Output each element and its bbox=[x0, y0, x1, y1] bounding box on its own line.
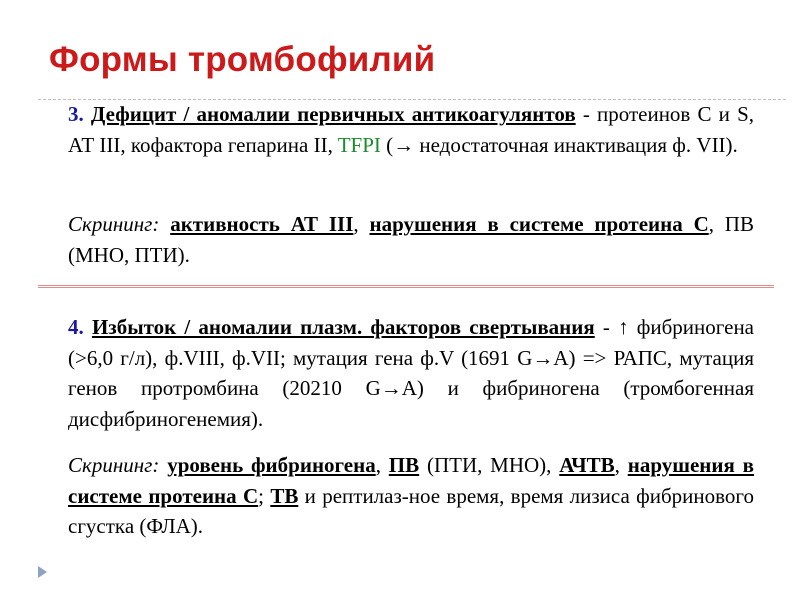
section-4-number: 4. bbox=[68, 315, 84, 339]
tfpi-term: TFPI bbox=[337, 132, 381, 157]
section-4-sep-3: ; bbox=[258, 483, 271, 508]
section-divider bbox=[38, 285, 774, 288]
triangle-bullet-icon bbox=[38, 566, 47, 578]
section-3-screening-label: Скрининг: bbox=[68, 212, 160, 236]
section-3-screening bbox=[68, 209, 754, 270]
section-3-tail: , ПВ (МНО, ПТИ). bbox=[68, 212, 754, 267]
section-4-sep-1: , bbox=[375, 453, 389, 477]
section-3-text-1: - протеинов С и S, АТ III, кофактора гепарина II, bbox=[68, 102, 755, 157]
page-title: Формы тромбофилий bbox=[49, 40, 436, 79]
section-4-paragraph bbox=[68, 312, 754, 434]
section-4-screening-label: Скрининг: bbox=[68, 453, 160, 477]
section-3-paragraph bbox=[68, 99, 754, 160]
section-4-screen-3: АЧТВ bbox=[559, 453, 615, 477]
section-4-screening bbox=[68, 450, 754, 542]
section-4-sep-2: , bbox=[614, 453, 628, 477]
section-4-screen-1: уровень фибриногена bbox=[167, 453, 376, 477]
section-3-sep-1: , bbox=[353, 212, 370, 236]
section-3-text-2: (→ недостаточная инактивация ф. VII). bbox=[380, 132, 738, 157]
section-4-screen-4: нарушения в системе протеина С bbox=[68, 453, 755, 508]
section-4-heading: Избыток / аномалии плазм. факторов свертывания bbox=[91, 315, 595, 339]
section-3-screen-2: нарушения в системе протеина С bbox=[369, 212, 709, 236]
section-3-number: 3. bbox=[68, 102, 84, 126]
section-3-heading: Дефицит / аномалии первичных антикоагулянтов bbox=[90, 102, 576, 126]
section-4-text-1: - ↑ фибриногена (>6,0 г/л), ф.VIII, ф.VII; мутация гена ф.V (1691 G→A) => РАПС, мутация генов протромбина (20210 G→A) и фибриногена (тромбогенная дисфибриногенемия). bbox=[68, 315, 755, 431]
section-4-screen-2: ПВ bbox=[388, 453, 420, 477]
section-4-mid: (ПТИ, МНО), bbox=[419, 453, 560, 477]
section-4-screen-5: ТВ bbox=[270, 483, 299, 508]
section-3-screen-1: активность АТ III bbox=[170, 212, 354, 236]
section-4-tail: и рептилаз-ное время, время лизиса фибринового сгустка (ФЛА). bbox=[68, 483, 754, 538]
